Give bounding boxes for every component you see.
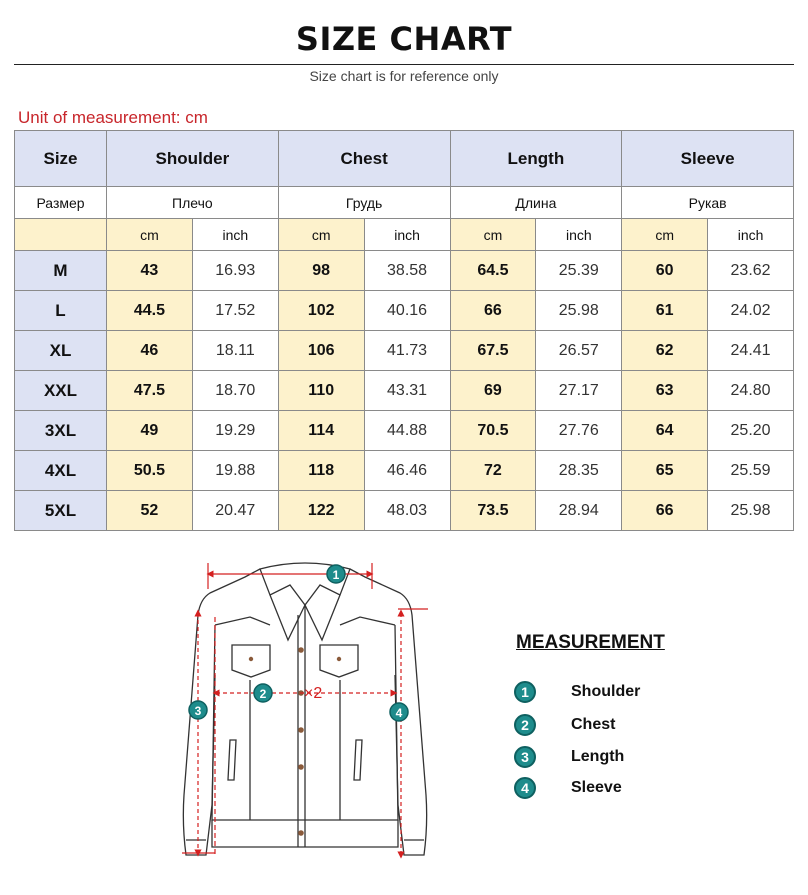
size-column-header: Size bbox=[15, 131, 107, 187]
cm-value: 64 bbox=[622, 411, 708, 451]
unit-inch: inch bbox=[192, 219, 278, 251]
inch-value: 19.29 bbox=[192, 411, 278, 451]
length-header: Length bbox=[450, 131, 622, 187]
badge-2-label: 2 bbox=[259, 687, 267, 701]
number-badge-icon: 2 bbox=[514, 714, 536, 736]
measurement-label: Shoulder bbox=[571, 683, 641, 700]
inch-value: 40.16 bbox=[364, 291, 450, 331]
badge-3-label: 3 bbox=[194, 704, 202, 718]
inch-value: 27.76 bbox=[536, 411, 622, 451]
inch-value: 38.58 bbox=[364, 251, 450, 291]
inch-value: 19.88 bbox=[192, 451, 278, 491]
size-label: 3XL bbox=[15, 411, 107, 451]
cm-value: 46 bbox=[107, 331, 193, 371]
measurement-item-shoulder bbox=[514, 680, 641, 704]
cm-value: 69 bbox=[450, 371, 536, 411]
page-subtitle: Size chart is for reference only bbox=[309, 68, 499, 84]
cm-value: 114 bbox=[278, 411, 364, 451]
cm-value: 66 bbox=[622, 491, 708, 531]
badge-4-label: 4 bbox=[395, 706, 403, 720]
inch-value: 25.98 bbox=[536, 291, 622, 331]
inch-value: 25.98 bbox=[708, 491, 794, 531]
inch-value: 23.62 bbox=[708, 251, 794, 291]
unit-cm: cm bbox=[622, 219, 708, 251]
size-header-ru: Размер bbox=[15, 187, 107, 219]
size-table bbox=[14, 130, 794, 531]
size-row bbox=[15, 491, 794, 531]
cm-value: 70.5 bbox=[450, 411, 536, 451]
size-row bbox=[15, 251, 794, 291]
cm-value: 110 bbox=[278, 371, 364, 411]
inch-value: 46.46 bbox=[364, 451, 450, 491]
badge-1 bbox=[327, 565, 345, 583]
inch-value: 18.11 bbox=[192, 331, 278, 371]
cm-value: 61 bbox=[622, 291, 708, 331]
badge-4 bbox=[390, 703, 408, 721]
chest-multiplier: ×2 bbox=[304, 685, 323, 702]
size-label: 5XL bbox=[15, 491, 107, 531]
badge-2 bbox=[254, 684, 272, 702]
cm-value: 47.5 bbox=[107, 371, 193, 411]
size-label: L bbox=[15, 291, 107, 331]
cm-value: 64.5 bbox=[450, 251, 536, 291]
inch-value: 43.31 bbox=[364, 371, 450, 411]
jacket-diagram bbox=[170, 555, 440, 885]
shoulder-header: Shoulder bbox=[107, 131, 279, 187]
size-row bbox=[15, 411, 794, 451]
cm-value: 67.5 bbox=[450, 331, 536, 371]
cm-value: 60 bbox=[622, 251, 708, 291]
sleeve-header-ru: Рукав bbox=[622, 187, 794, 219]
cm-value: 43 bbox=[107, 251, 193, 291]
size-row bbox=[15, 451, 794, 491]
cm-value: 122 bbox=[278, 491, 364, 531]
russian-header-row bbox=[15, 187, 794, 219]
unit-cm: cm bbox=[450, 219, 536, 251]
badge-3 bbox=[189, 701, 207, 719]
size-rows bbox=[15, 251, 794, 531]
inch-value: 18.70 bbox=[192, 371, 278, 411]
sleeve-header: Sleeve bbox=[622, 131, 794, 187]
inch-value: 27.17 bbox=[536, 371, 622, 411]
unit-cm: cm bbox=[107, 219, 193, 251]
title-divider bbox=[14, 64, 794, 65]
size-label: M bbox=[15, 251, 107, 291]
cm-value: 98 bbox=[278, 251, 364, 291]
number-badge-icon: 3 bbox=[514, 746, 536, 768]
unit-inch: inch bbox=[536, 219, 622, 251]
inch-value: 28.94 bbox=[536, 491, 622, 531]
shoulder-header-ru: Плечо bbox=[107, 187, 279, 219]
inch-value: 24.02 bbox=[708, 291, 794, 331]
units-blank-cell bbox=[15, 219, 107, 251]
inch-value: 48.03 bbox=[364, 491, 450, 531]
inch-value: 24.41 bbox=[708, 331, 794, 371]
measurement-item-length bbox=[514, 745, 625, 769]
cm-value: 52 bbox=[107, 491, 193, 531]
size-label: XXL bbox=[15, 371, 107, 411]
cm-value: 66 bbox=[450, 291, 536, 331]
inch-value: 28.35 bbox=[536, 451, 622, 491]
cm-value: 73.5 bbox=[450, 491, 536, 531]
unit-inch: inch bbox=[708, 219, 794, 251]
length-header-ru: Длина bbox=[450, 187, 622, 219]
cm-value: 72 bbox=[450, 451, 536, 491]
inch-value: 41.73 bbox=[364, 331, 450, 371]
cm-value: 63 bbox=[622, 371, 708, 411]
size-row bbox=[15, 331, 794, 371]
inch-value: 20.47 bbox=[192, 491, 278, 531]
badge-1-label: 1 bbox=[332, 568, 340, 582]
inch-value: 44.88 bbox=[364, 411, 450, 451]
inch-value: 25.20 bbox=[708, 411, 794, 451]
cm-value: 44.5 bbox=[107, 291, 193, 331]
inch-value: 16.93 bbox=[192, 251, 278, 291]
measurement-title: MEASUREMENT bbox=[516, 632, 665, 653]
page-title: SIZE CHART bbox=[295, 20, 513, 58]
jacket-buttons bbox=[249, 647, 341, 836]
inch-value: 24.80 bbox=[708, 371, 794, 411]
chest-header-ru: Грудь bbox=[278, 187, 450, 219]
cm-value: 102 bbox=[278, 291, 364, 331]
unit-inch: inch bbox=[364, 219, 450, 251]
cm-value: 106 bbox=[278, 331, 364, 371]
chest-header: Chest bbox=[278, 131, 450, 187]
unit-cm: cm bbox=[278, 219, 364, 251]
size-label: XL bbox=[15, 331, 107, 371]
measurement-item-chest bbox=[514, 713, 616, 737]
inch-value: 25.59 bbox=[708, 451, 794, 491]
inch-value: 26.57 bbox=[536, 331, 622, 371]
size-row bbox=[15, 291, 794, 331]
measurement-item-sleeve bbox=[514, 776, 622, 800]
measurement-label: Chest bbox=[571, 716, 616, 733]
size-row bbox=[15, 371, 794, 411]
unit-note: Unit of measurement: cm bbox=[18, 108, 208, 127]
units-row bbox=[15, 219, 794, 251]
header-row bbox=[15, 131, 794, 187]
number-badge-icon: 4 bbox=[514, 777, 536, 799]
measurement-label: Length bbox=[571, 748, 625, 765]
cm-value: 118 bbox=[278, 451, 364, 491]
cm-value: 65 bbox=[622, 451, 708, 491]
number-badge-icon: 1 bbox=[514, 681, 536, 703]
inch-value: 17.52 bbox=[192, 291, 278, 331]
size-label: 4XL bbox=[15, 451, 107, 491]
cm-value: 50.5 bbox=[107, 451, 193, 491]
inch-value: 25.39 bbox=[536, 251, 622, 291]
measurement-label: Sleeve bbox=[571, 779, 622, 796]
cm-value: 62 bbox=[622, 331, 708, 371]
cm-value: 49 bbox=[107, 411, 193, 451]
